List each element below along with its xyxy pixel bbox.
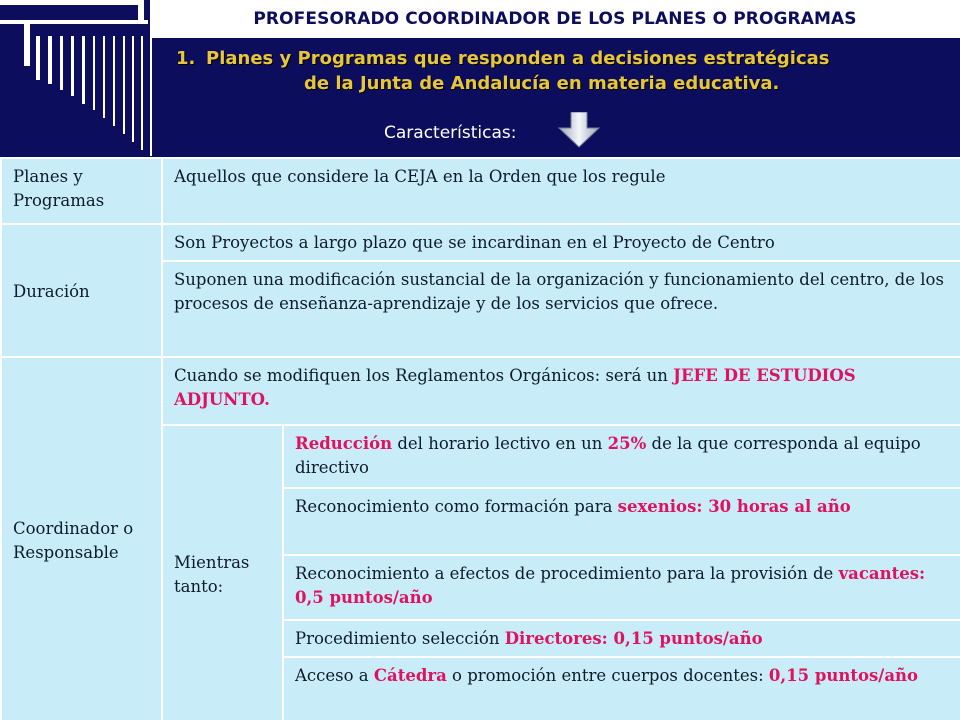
item-reduccion-t2: de la que corresponda al equipo directivo (295, 434, 921, 477)
slide-title: PROFESORADO COORDINADOR DE LOS PLANES O PROGRAMAS (150, 0, 960, 38)
duracion-label: Duración (1, 224, 162, 357)
duracion-text-1: Son Proyectos a largo plazo que se incardinan en el Proyecto de Centro (162, 224, 960, 261)
reglamento-pre: Cuando se modifiquen los Reglamentos Orgánicos: será un (174, 366, 674, 385)
item-catedra-hl2: 0,15 puntos/año (768, 666, 919, 685)
heading-line2: de la Junta de Andalucía en materia educativa. (304, 73, 780, 94)
heading-line1: Planes y Programas que responden a decisiones estratégicas (206, 48, 830, 69)
item-sexenios-t1: Reconocimiento como formación para (295, 497, 618, 516)
characteristics-table (0, 157, 960, 720)
item-reduccion (283, 425, 960, 488)
mientras-tanto-label: Mientras tanto: (162, 425, 283, 720)
reglamento-highlight: JEFE DE ESTUDIOS ADJUNTO. (174, 366, 856, 409)
reglamento-text (162, 357, 960, 425)
item-catedra (283, 657, 960, 720)
item-reduccion-hl2: 25% (607, 434, 647, 453)
item-catedra-hl1: Cátedra (373, 666, 447, 685)
item-reduccion-t1: del horario lectivo en un (392, 434, 608, 453)
planes-text: Aquellos que considere la CEJA en la Orden que los regule (162, 158, 960, 224)
table-row-coordinador (1, 357, 960, 425)
heading-number: 1. (176, 48, 196, 69)
item-catedra-t1: Acceso a (295, 666, 374, 685)
item-vacantes-t1: Reconocimiento a efectos de procedimiento para la provisión de (295, 564, 839, 583)
item-reduccion-hl1: Reducción (295, 434, 393, 453)
item-directores (283, 620, 960, 657)
item-sexenios-hl1: sexenios: 30 horas al año (617, 497, 851, 516)
item-vacantes-hl1: vacantes: 0,5 puntos/año (295, 564, 926, 607)
duracion-text-2: Suponen una modificación sustancial de la organización y funcionamiento del centro, de los procesos de enseñanza-aprendizaje y de los servicios que ofrece. (162, 261, 960, 357)
coordinador-label: Coordinador o Responsable (1, 357, 162, 720)
vertical-bars-decoration (0, 0, 160, 160)
section-heading (176, 46, 936, 96)
item-catedra-t2: o promoción entre cuerpos docentes: (446, 666, 769, 685)
caracteristicas-label: Características: (384, 123, 517, 143)
planes-label: Planes y Programas (1, 158, 162, 224)
table-row-planes (1, 158, 960, 224)
down-arrow-icon (558, 112, 600, 148)
item-directores-t1: Procedimiento selección (295, 629, 505, 648)
item-sexenios (283, 488, 960, 555)
table-row-duracion-1 (1, 224, 960, 261)
item-directores-hl1: Directores: 0,15 puntos/año (504, 629, 763, 648)
item-vacantes (283, 555, 960, 620)
